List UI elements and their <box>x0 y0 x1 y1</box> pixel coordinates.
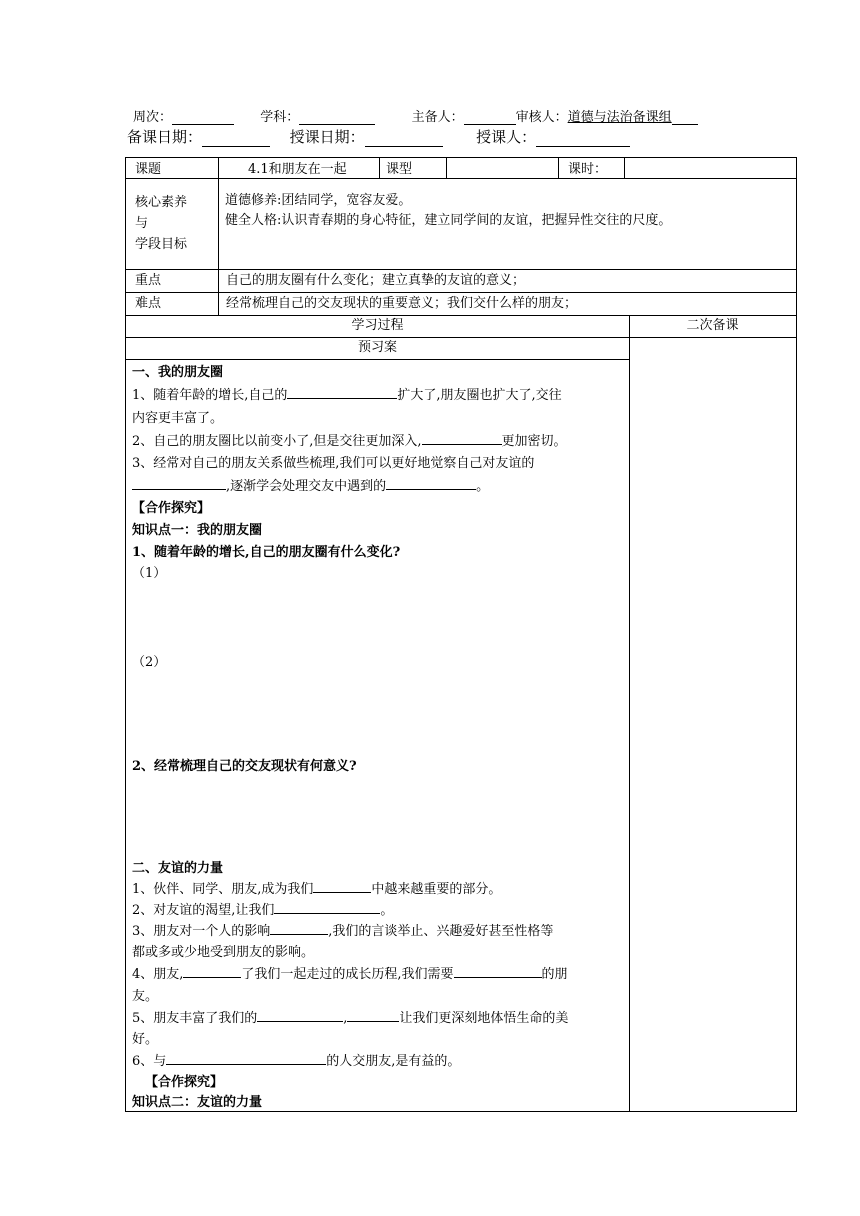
hours-value-cell[interactable] <box>624 157 797 179</box>
teacher-blank[interactable] <box>536 132 630 147</box>
second-prep-cell[interactable] <box>629 337 797 1112</box>
s2-q2-text-a: 2、对友谊的渴望,让我们 <box>132 903 275 918</box>
s1-q3-text-b: ,逐渐学会处理交友中遇到的 <box>226 479 387 494</box>
s2-q4-text-b: 了我们一起走过的成长历程,我们需要 <box>241 967 454 982</box>
core-line-1: 道德修养:团结同学，宽容友爱。 <box>225 193 412 208</box>
s2-q5-text-b: , <box>343 1011 348 1026</box>
prep-date-blank[interactable] <box>202 132 270 147</box>
process-header: 学习过程 <box>125 315 630 338</box>
s2-q5-text-a: 5、朋友丰富了我们的 <box>132 1011 258 1026</box>
knowledge-point-1: 知识点一：我的朋友圈 <box>132 523 263 538</box>
s1-q3-line: 3、经常对自己的朋友关系做些梳理,我们可以更好地觉察自己对友谊的 <box>132 456 535 471</box>
process-content-cell <box>125 359 630 1112</box>
s2-q3-text-b: ,我们的言谈举止、兴趣爱好甚至性格等 <box>328 924 554 939</box>
s2-q1-line <box>132 878 501 897</box>
s2-q6-text-a: 6、与 <box>132 1054 167 1069</box>
s2-q4-blank-1[interactable] <box>183 964 241 978</box>
s2-q1-text-b: 中越来越重要的部分。 <box>371 882 502 897</box>
type-label: 课型 <box>379 157 447 179</box>
topic-value: 4.1和朋友在一起 <box>218 157 380 179</box>
core-label-2: 与 <box>135 216 149 231</box>
s1-q1-line <box>132 384 562 403</box>
week-blank[interactable] <box>172 110 234 125</box>
s1-q2-text-b: 更加密切。 <box>501 434 567 449</box>
s1-q2-line <box>132 430 567 449</box>
prep-date-label: 备课日期： <box>127 128 203 146</box>
s2-q3-text-a: 3、朋友对一个人的影响 <box>132 924 271 939</box>
s1-q2-blank[interactable] <box>422 431 502 445</box>
s2-q4-text-a: 4、朋友, <box>132 967 184 982</box>
core-content-cell <box>218 178 797 270</box>
s1-q1-blank[interactable] <box>287 385 397 399</box>
s2-q6-text-b: 的人交朋友,是有益的。 <box>326 1054 461 1069</box>
s2-q5-text-c: 让我们更深刻地体悟生命的美 <box>399 1011 569 1026</box>
s2-q5-blank-1[interactable] <box>257 1008 343 1022</box>
kp1-answer-1: （1） <box>132 566 167 581</box>
preparer-label: 主备人： <box>411 110 464 125</box>
s2-q3-blank[interactable] <box>270 921 328 935</box>
preparer-blank[interactable] <box>464 110 516 125</box>
key-label: 重点 <box>125 269 219 293</box>
section-1-title: 一、我的朋友圈 <box>132 365 224 380</box>
coop-heading-1: 【合作探究】 <box>132 501 211 516</box>
s1-q1-line-2: 内容更丰富了。 <box>132 411 224 426</box>
s1-q3-blank-1[interactable] <box>132 476 226 490</box>
core-label-1: 核心素养 <box>135 195 188 210</box>
key-value: 自己的朋友圈有什么变化；建立真挚的友谊的意义； <box>218 269 797 293</box>
subject-label: 学科： <box>260 110 300 125</box>
s2-q6-line <box>132 1050 460 1069</box>
s2-q3-line-2: 都或多或少地受到朋友的影响。 <box>132 945 315 960</box>
s1-q1-text-b: 扩大了,朋友圈也扩大了,交往 <box>397 388 562 403</box>
s2-q6-blank[interactable] <box>166 1051 326 1065</box>
s2-q1-blank[interactable] <box>313 879 371 893</box>
teach-date-blank[interactable] <box>365 132 443 147</box>
teacher-label: 授课人： <box>476 128 537 146</box>
second-prep-header: 二次备课 <box>629 315 797 338</box>
kp1-question-1: 1、随着年龄的增长,自己的朋友圈有什么变化? <box>132 545 401 560</box>
s2-q5-line-2: 好。 <box>132 1032 159 1047</box>
kp1-question-2: 2、经常梳理自己的交友现状有何意义? <box>132 759 357 774</box>
s2-q4-text-c: 的朋 <box>541 967 568 982</box>
s1-q3-text-c: 。 <box>476 479 490 494</box>
s2-q2-line <box>132 899 393 918</box>
s2-q2-text-b: 。 <box>380 903 394 918</box>
teach-date-label: 授课日期： <box>289 128 365 146</box>
reviewer-label: 审核人： <box>515 110 568 125</box>
s1-q3-line-2 <box>132 475 489 494</box>
s2-q4-line <box>132 963 568 982</box>
s1-q3-blank-2[interactable] <box>386 476 476 490</box>
type-value-cell[interactable] <box>446 157 559 179</box>
s2-q5-blank-2[interactable] <box>347 1008 399 1022</box>
core-label-cell <box>125 178 219 270</box>
week-label: 周次： <box>133 110 173 125</box>
hard-label: 难点 <box>125 292 219 316</box>
core-label-3: 学段目标 <box>135 237 188 252</box>
knowledge-point-2: 知识点二：友谊的力量 <box>132 1095 263 1110</box>
s2-q4-line-2: 友。 <box>132 989 159 1004</box>
s2-q4-blank-2[interactable] <box>454 964 542 978</box>
header-line-2 <box>127 126 630 147</box>
s2-q1-text-a: 1、伙伴、同学、朋友,成为我们 <box>132 882 314 897</box>
s2-q3-line <box>132 920 553 939</box>
coop-heading-2: 【合作探究】 <box>145 1075 224 1090</box>
section-2-title: 二、友谊的力量 <box>132 861 224 876</box>
core-line-2: 健全人格:认识青春期的身心特征，建立同学间的友谊，把握异性交往的尺度。 <box>225 213 672 228</box>
reviewer-value: 道德与法治备课组 <box>567 110 672 125</box>
s1-q1-text-a: 1、随着年龄的增长,自己的 <box>132 388 288 403</box>
kp1-answer-2: （2） <box>132 655 167 670</box>
s1-q2-text-a: 2、自己的朋友圈比以前变小了,但是交往更加深入, <box>132 434 422 449</box>
s2-q5-line <box>132 1007 568 1026</box>
hours-label: 课时： <box>558 157 625 179</box>
header-line-1 <box>133 106 698 125</box>
hard-value: 经常梳理自己的交友现状的重要意义；我们交什么样的朋友； <box>218 292 797 316</box>
topic-label: 课题 <box>125 157 219 179</box>
preview-header: 预习案 <box>125 337 630 360</box>
subject-blank[interactable] <box>299 110 375 125</box>
reviewer-tail-blank <box>672 110 698 125</box>
s2-q2-blank[interactable] <box>274 900 380 914</box>
